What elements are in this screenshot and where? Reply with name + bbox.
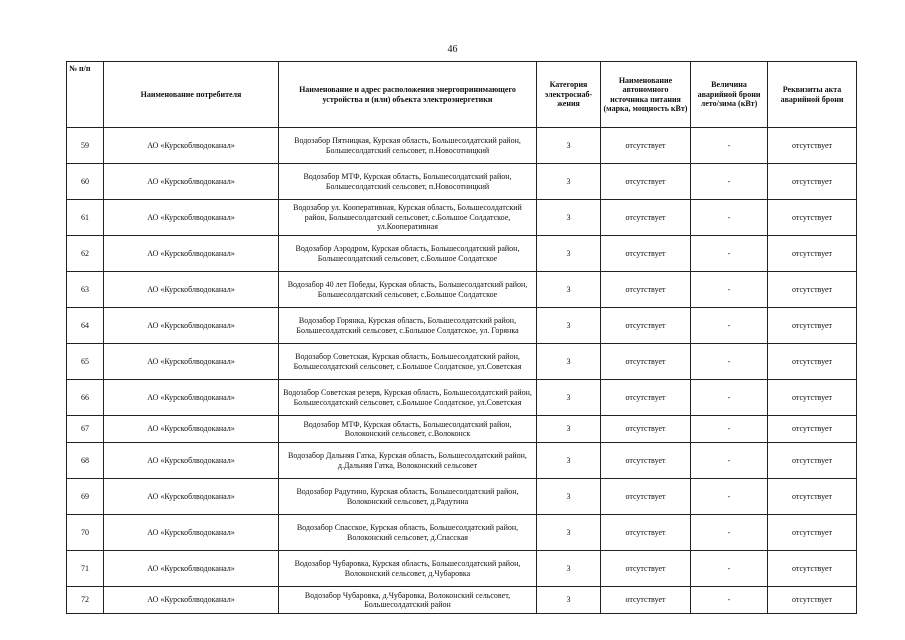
category-cell: 3 [537,479,601,515]
reserve-cell: - [691,236,768,272]
act-cell: отсутствует [768,443,857,479]
consumers-table [66,61,857,614]
reserve-cell: - [691,515,768,551]
address-cell: Водозабор Горянка, Курская область, Большесолдатский район, Большесолдатский сельсовет, с.Большое Солдатское, ул. Горянка [279,308,537,344]
row-number-cell: 67 [67,416,104,443]
consumer-name-cell: АО «Курскоблводоканал» [104,344,279,380]
address-cell: Водозабор Аэродром, Курская область, Большесолдатский район, Большесолдатский сельсовет, с.Большое Солдатское [279,236,537,272]
consumer-name-cell: АО «Курскоблводоканал» [104,164,279,200]
power-source-cell: отсутствует [601,164,691,200]
table-row [67,164,857,200]
category-cell: 3 [537,551,601,587]
consumer-name-cell: АО «Курскоблводоканал» [104,416,279,443]
header-number: № п/п [67,62,104,128]
row-number-cell: 61 [67,200,104,236]
power-source-cell: отсутствует [601,587,691,614]
table-row [67,380,857,416]
act-cell: отсутствует [768,200,857,236]
act-cell: отсутствует [768,551,857,587]
reserve-cell: - [691,416,768,443]
act-cell: отсутствует [768,308,857,344]
table-row [67,200,857,236]
row-number-cell: 60 [67,164,104,200]
row-number-cell: 70 [67,515,104,551]
category-cell: 3 [537,236,601,272]
row-number-cell: 68 [67,443,104,479]
act-cell: отсутствует [768,515,857,551]
consumer-name-cell: АО «Курскоблводоканал» [104,443,279,479]
address-cell: Водозабор Пятницкая, Курская область, Большесолдатский район, Большесолдатский сельсовет, п.Новосотницкий [279,128,537,164]
reserve-cell: - [691,380,768,416]
reserve-cell: - [691,479,768,515]
power-source-cell: отсутствует [601,443,691,479]
category-cell: 3 [537,272,601,308]
table-body [67,128,857,614]
category-cell: 3 [537,587,601,614]
reserve-cell: - [691,551,768,587]
consumer-name-cell: АО «Курскоблводоканал» [104,587,279,614]
header-consumer: Наименование потребителя [104,62,279,128]
table-row [67,416,857,443]
address-cell: Водозабор ул. Кооперативная, Курская область, Большесолдатский район, Большесолдатский сельсовет, с.Большое Солдатское, ул.Кооперативная [279,200,537,236]
table-row [67,272,857,308]
category-cell: 3 [537,344,601,380]
row-number-cell: 71 [67,551,104,587]
act-cell: отсутствует [768,128,857,164]
reserve-cell: - [691,344,768,380]
row-number-cell: 72 [67,587,104,614]
reserve-cell: - [691,164,768,200]
power-source-cell: отсутствует [601,308,691,344]
table-header-row [67,62,857,128]
act-cell: отсутствует [768,587,857,614]
address-cell: Водозабор Советская резерв, Курская область, Большесолдатский район, Большесолдатский сельсовет, с.Большое Солдатское, ул.Советская [279,380,537,416]
power-source-cell: отсутствует [601,416,691,443]
address-cell: Водозабор Советская, Курская область, Большесолдатский район, Большесолдатский сельсовет, с.Большое Солдатское, ул.Советская [279,344,537,380]
table-row [67,128,857,164]
act-cell: отсутствует [768,479,857,515]
power-source-cell: отсутствует [601,515,691,551]
row-number-cell: 65 [67,344,104,380]
header-power-source: Наименование автономного источника питания (марка, мощность кВт) [601,62,691,128]
category-cell: 3 [537,380,601,416]
consumer-name-cell: АО «Курскоблводоканал» [104,308,279,344]
power-source-cell: отсутствует [601,479,691,515]
table-row [67,344,857,380]
act-cell: отсутствует [768,236,857,272]
reserve-cell: - [691,128,768,164]
table-row [67,587,857,614]
row-number-cell: 64 [67,308,104,344]
reserve-cell: - [691,200,768,236]
act-cell: отсутствует [768,416,857,443]
consumer-name-cell: АО «Курскоблводоканал» [104,128,279,164]
page-number: 46 [447,44,458,55]
power-source-cell: отсутствует [601,344,691,380]
power-source-cell: отсутствует [601,380,691,416]
header-act: Реквизиты акта аварийной брони [768,62,857,128]
header-category: Категория электроснаб-жения [537,62,601,128]
table-row [67,308,857,344]
reserve-cell: - [691,272,768,308]
address-cell: Водозабор 40 лет Победы, Курская область, Большесолдатский район, Большесолдатский сельсовет, с.Большое Солдатское [279,272,537,308]
address-cell: Водозабор Спасское, Курская область, Большесолдатский район, Волоконский сельсовет, д.Спасская [279,515,537,551]
act-cell: отсутствует [768,344,857,380]
reserve-cell: - [691,587,768,614]
table-row [67,551,857,587]
act-cell: отсутствует [768,272,857,308]
table-row [67,236,857,272]
address-cell: Водозабор МТФ, Курская область, Большесолдатский район, Большесолдатский сельсовет, п.Новосотницкий [279,164,537,200]
category-cell: 3 [537,443,601,479]
table-row [67,479,857,515]
header-reserve: Величина аварийной брони лето/зима (кВт) [691,62,768,128]
category-cell: 3 [537,200,601,236]
category-cell: 3 [537,164,601,200]
row-number-cell: 69 [67,479,104,515]
power-source-cell: отсутствует [601,128,691,164]
row-number-cell: 59 [67,128,104,164]
address-cell: Водозабор Чубаровка, д.Чубаровка, Волоконский сельсовет, Большесолдатский район [279,587,537,614]
power-source-cell: отсутствует [601,236,691,272]
category-cell: 3 [537,128,601,164]
reserve-cell: - [691,443,768,479]
consumer-name-cell: АО «Курскоблводоканал» [104,236,279,272]
reserve-cell: - [691,308,768,344]
row-number-cell: 66 [67,380,104,416]
consumer-name-cell: АО «Курскоблводоканал» [104,479,279,515]
address-cell: Водозабор Дальняя Гатка, Курская область, Большесолдатский район, д.Дальняя Гатка, Волоконский сельсовет [279,443,537,479]
consumer-name-cell: АО «Курскоблводоканал» [104,515,279,551]
power-source-cell: отсутствует [601,272,691,308]
consumer-name-cell: АО «Курскоблводоканал» [104,200,279,236]
address-cell: Водозабор Чубаровка, Курская область, Большесолдатский район, Волоконский сельсовет, д.Чубаровка [279,551,537,587]
act-cell: отсутствует [768,164,857,200]
power-source-cell: отсутствует [601,551,691,587]
act-cell: отсутствует [768,380,857,416]
row-number-cell: 63 [67,272,104,308]
consumer-name-cell: АО «Курскоблводоканал» [104,272,279,308]
table-row [67,515,857,551]
power-source-cell: отсутствует [601,200,691,236]
category-cell: 3 [537,515,601,551]
header-address: Наименование и адрес расположения энергопринимающего устройства и (или) объекта электроэнергетики [279,62,537,128]
consumer-name-cell: АО «Курскоблводоканал» [104,551,279,587]
row-number-cell: 62 [67,236,104,272]
address-cell: Водозабор Радутино, Курская область, Большесолдатский район, Волоконский сельсовет, д.Радутина [279,479,537,515]
category-cell: 3 [537,416,601,443]
address-cell: Водозабор МТФ, Курская область, Большесолдатский район, Волоконский сельсовет, с.Волоконск [279,416,537,443]
consumer-name-cell: АО «Курскоблводоканал» [104,380,279,416]
category-cell: 3 [537,308,601,344]
table-row [67,443,857,479]
